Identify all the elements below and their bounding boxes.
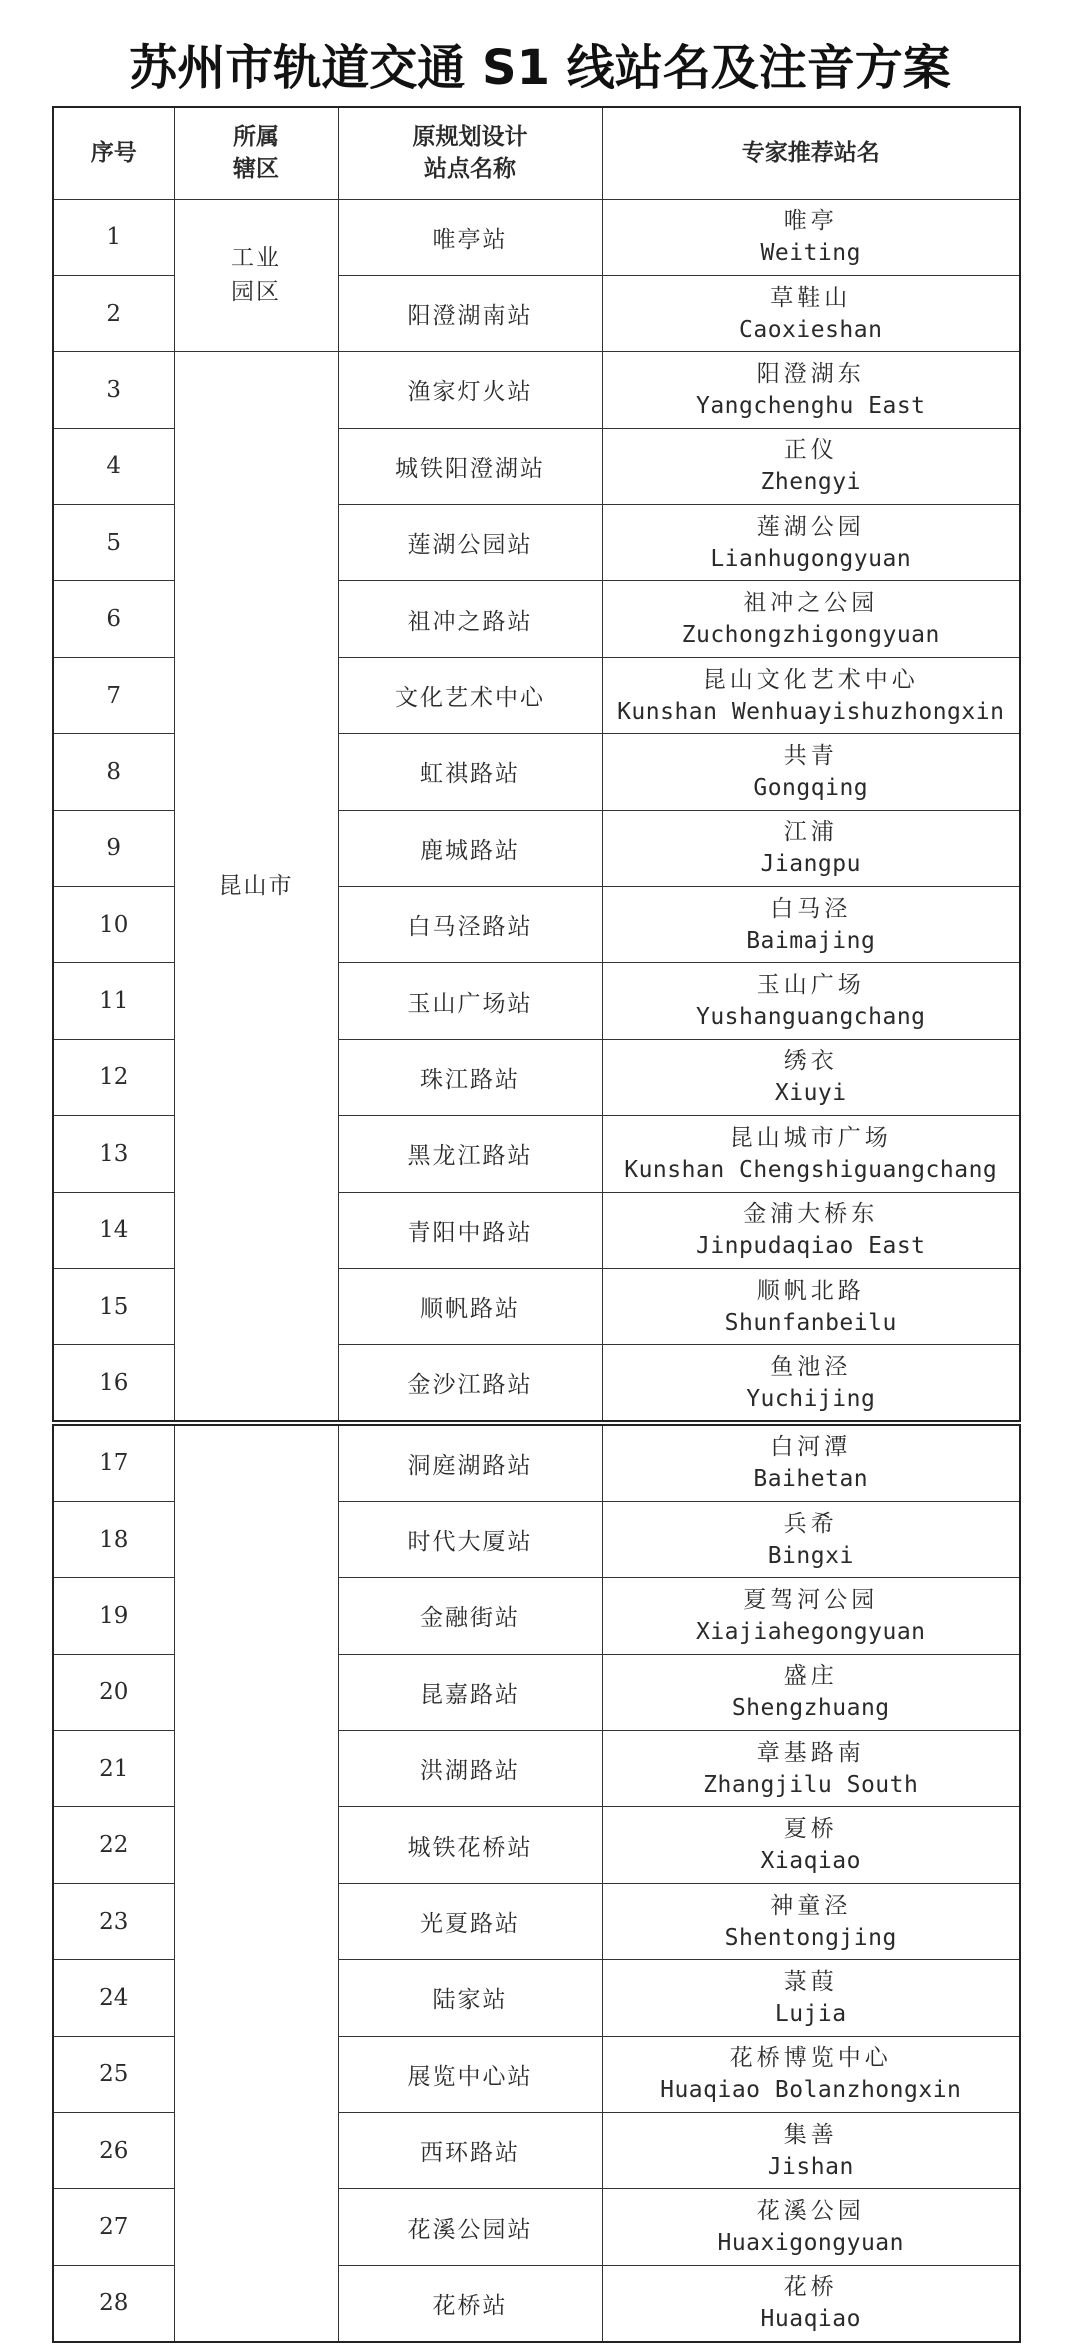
original-station-name: 城铁花桥站 (338, 1807, 602, 1883)
recommended-name-pinyin: Baimajing (746, 927, 876, 954)
row-number: 26 (53, 2113, 174, 2189)
recommended-name-chinese: 白马泾 (770, 895, 852, 922)
original-station-name: 唯亭站 (338, 199, 602, 275)
header-district-line1: 所属 (233, 124, 279, 151)
row-number: 2 (53, 275, 174, 351)
recommended-name-pinyin: Zuchongzhigongyuan (681, 622, 940, 649)
recommended-station-name (602, 1501, 1020, 1577)
recommended-name-chinese: 顺帆北路 (756, 1277, 865, 1304)
original-station-name: 鹿城路站 (338, 810, 602, 886)
original-station-name: 玉山广场站 (338, 963, 602, 1039)
row-number: 14 (53, 1192, 174, 1268)
original-station-name: 时代大厦站 (338, 1501, 602, 1577)
recommended-name-pinyin: Kunshan Wenhuayishuzhongxin (617, 698, 1005, 725)
recommended-station-name (602, 1192, 1020, 1268)
original-station-name: 展览中心站 (338, 2036, 602, 2112)
row-number: 20 (53, 1654, 174, 1730)
header-district-line2: 辖区 (233, 156, 279, 183)
recommended-station-name (602, 1731, 1020, 1807)
row-number: 19 (53, 1578, 174, 1654)
recommended-name-pinyin: Yuchijing (746, 1385, 876, 1412)
recommended-station-name (602, 275, 1020, 351)
recommended-station-name (602, 963, 1020, 1039)
original-station-name: 白马泾路站 (338, 887, 602, 963)
recommended-name-pinyin: Caoxieshan (739, 316, 883, 343)
recommended-station-name (602, 1345, 1020, 1421)
row-number: 4 (53, 428, 174, 504)
row-number: 13 (53, 1116, 174, 1192)
original-station-name: 莲湖公园站 (338, 505, 602, 581)
table-row (53, 352, 1020, 428)
recommended-name-chinese: 白河潭 (770, 1434, 852, 1461)
district-industrial-park-line2: 园区 (231, 279, 281, 306)
recommended-name-pinyin: Xiaqiao (760, 1848, 861, 1875)
row-number: 16 (53, 1345, 174, 1421)
original-station-name: 金融街站 (338, 1578, 602, 1654)
recommended-name-chinese: 夏驾河公园 (743, 1586, 879, 1613)
original-station-name: 城铁阳澄湖站 (338, 428, 602, 504)
original-station-name: 光夏路站 (338, 1883, 602, 1959)
recommended-station-name (602, 1425, 1020, 1501)
recommended-name-pinyin: Shentongjing (724, 1924, 897, 1951)
row-number: 11 (53, 963, 174, 1039)
recommended-name-pinyin: Huaqiao Bolanzhongxin (660, 2077, 962, 2104)
table-row (53, 1425, 1020, 1501)
row-number: 12 (53, 1039, 174, 1115)
recommended-station-name (602, 810, 1020, 886)
row-number: 27 (53, 2189, 174, 2265)
recommended-name-chinese: 神童泾 (770, 1892, 852, 1919)
recommended-name-pinyin: Yangchenghu East (695, 392, 926, 419)
recommended-name-chinese: 绣衣 (783, 1048, 838, 1075)
row-number: 25 (53, 2036, 174, 2112)
recommended-station-name (602, 1039, 1020, 1115)
recommended-station-name (602, 2036, 1020, 2112)
district-kunshan: 昆山市 (174, 352, 338, 1421)
original-station-name: 陆家站 (338, 1960, 602, 2036)
recommended-name-chinese: 江浦 (783, 819, 838, 846)
recommended-name-pinyin: Yushanguangchang (695, 1004, 926, 1031)
row-number: 3 (53, 352, 174, 428)
recommended-name-chinese: 花溪公园 (756, 2198, 865, 2225)
recommended-name-pinyin: Jiangpu (760, 851, 861, 878)
recommended-name-chinese: 鱼池泾 (770, 1353, 852, 1380)
recommended-station-name (602, 1883, 1020, 1959)
recommended-station-name (602, 581, 1020, 657)
table-row (53, 199, 1020, 275)
recommended-station-name (602, 734, 1020, 810)
row-number: 8 (53, 734, 174, 810)
district-continued (174, 1425, 338, 2342)
recommended-station-name (602, 1654, 1020, 1730)
row-number: 7 (53, 657, 174, 733)
header-original-name (338, 107, 602, 199)
recommended-name-chinese: 花桥博览中心 (729, 2045, 892, 2072)
original-station-name: 洞庭湖路站 (338, 1425, 602, 1501)
original-station-name: 洪湖路站 (338, 1731, 602, 1807)
recommended-name-pinyin: Kunshan Chengshiguangchang (624, 1156, 998, 1183)
recommended-name-chinese: 共青 (783, 742, 838, 769)
recommended-station-name (602, 657, 1020, 733)
original-station-name: 青阳中路站 (338, 1192, 602, 1268)
recommended-name-chinese: 菉葭 (783, 1968, 838, 1995)
row-number: 17 (53, 1425, 174, 1501)
recommended-name-pinyin: Shengzhuang (731, 1695, 890, 1722)
station-table-part-2 (52, 1424, 1021, 2343)
original-station-name: 花桥站 (338, 2265, 602, 2341)
row-number: 5 (53, 505, 174, 581)
recommended-station-name (602, 1268, 1020, 1344)
recommended-name-chinese: 昆山城市广场 (729, 1124, 892, 1151)
original-station-name: 渔家灯火站 (338, 352, 602, 428)
row-number: 6 (53, 581, 174, 657)
recommended-name-chinese: 阳澄湖东 (756, 360, 865, 387)
recommended-station-name (602, 428, 1020, 504)
recommended-name-chinese: 兵希 (783, 1510, 838, 1537)
recommended-station-name (602, 2113, 1020, 2189)
recommended-name-pinyin: Zhengyi (760, 469, 861, 496)
recommended-name-pinyin: Lianhugongyuan (710, 545, 912, 572)
row-number: 9 (53, 810, 174, 886)
recommended-name-pinyin: Gongqing (753, 774, 869, 801)
original-station-name: 黑龙江路站 (338, 1116, 602, 1192)
recommended-name-pinyin: Huaqiao (760, 2306, 861, 2333)
row-number: 15 (53, 1268, 174, 1344)
original-station-name: 珠江路站 (338, 1039, 602, 1115)
original-station-name: 花溪公园站 (338, 2189, 602, 2265)
recommended-station-name (602, 1960, 1020, 2036)
recommended-station-name (602, 2265, 1020, 2341)
original-station-name: 文化艺术中心 (338, 657, 602, 733)
page-title: 苏州市轨道交通 S1 线站名及注音方案 (129, 40, 951, 96)
district-industrial-park (174, 199, 338, 352)
row-number: 28 (53, 2265, 174, 2341)
recommended-name-chinese: 祖冲之公园 (743, 590, 879, 617)
recommended-station-name (602, 352, 1020, 428)
recommended-name-chinese: 集善 (783, 2121, 838, 2148)
row-number: 23 (53, 1883, 174, 1959)
recommended-name-pinyin: Jishan (767, 2153, 854, 2180)
row-number: 24 (53, 1960, 174, 2036)
recommended-name-chinese: 夏桥 (783, 1816, 838, 1843)
header-original-line2: 站点名称 (424, 156, 516, 183)
recommended-name-chinese: 花桥 (783, 2274, 838, 2301)
row-number: 22 (53, 1807, 174, 1883)
recommended-station-name (602, 1578, 1020, 1654)
recommended-name-pinyin: Zhangjilu South (703, 1771, 919, 1798)
recommended-station-name (602, 2189, 1020, 2265)
recommended-name-chinese: 金浦大桥东 (743, 1201, 879, 1228)
original-station-name: 西环路站 (338, 2113, 602, 2189)
recommended-name-pinyin: Lujia (774, 2000, 847, 2027)
original-station-name: 金沙江路站 (338, 1345, 602, 1421)
recommended-name-chinese: 正仪 (783, 437, 838, 464)
recommended-name-chinese: 莲湖公园 (756, 513, 865, 540)
row-number: 18 (53, 1501, 174, 1577)
row-number: 10 (53, 887, 174, 963)
recommended-name-pinyin: Bingxi (767, 1542, 854, 1569)
header-recommended-name: 专家推荐站名 (602, 107, 1020, 199)
recommended-station-name (602, 887, 1020, 963)
recommended-name-chinese: 草鞋山 (770, 284, 852, 311)
header-seq: 序号 (53, 107, 174, 199)
recommended-station-name (602, 199, 1020, 275)
recommended-name-chinese: 盛庄 (783, 1663, 838, 1690)
recommended-station-name (602, 1116, 1020, 1192)
recommended-name-pinyin: Weiting (760, 240, 861, 267)
recommended-name-chinese: 章基路南 (756, 1739, 865, 1766)
recommended-name-chinese: 昆山文化艺术中心 (702, 666, 919, 693)
original-station-name: 阳澄湖南站 (338, 275, 602, 351)
recommended-station-name (602, 1807, 1020, 1883)
recommended-name-chinese: 唯亭 (783, 208, 838, 235)
recommended-name-pinyin: Jinpudaqiao East (695, 1233, 926, 1260)
header-original-line1: 原规划设计 (412, 124, 528, 151)
recommended-name-pinyin: Shunfanbeilu (724, 1309, 897, 1336)
recommended-name-pinyin: Huaxigongyuan (717, 2230, 904, 2257)
row-number: 1 (53, 199, 174, 275)
row-number: 21 (53, 1731, 174, 1807)
recommended-name-pinyin: Xiajiahegongyuan (695, 1618, 926, 1645)
header-district (174, 107, 338, 199)
recommended-station-name (602, 505, 1020, 581)
table-header-row (53, 107, 1020, 199)
recommended-name-pinyin: Xiuyi (774, 1080, 847, 1107)
original-station-name: 祖冲之路站 (338, 581, 602, 657)
recommended-name-pinyin: Baihetan (753, 1466, 869, 1493)
recommended-name-chinese: 玉山广场 (756, 972, 865, 999)
original-station-name: 昆嘉路站 (338, 1654, 602, 1730)
original-station-name: 顺帆路站 (338, 1268, 602, 1344)
original-station-name: 虹祺路站 (338, 734, 602, 810)
station-table-part-1 (52, 106, 1021, 1422)
district-industrial-park-line1: 工业 (231, 245, 281, 272)
